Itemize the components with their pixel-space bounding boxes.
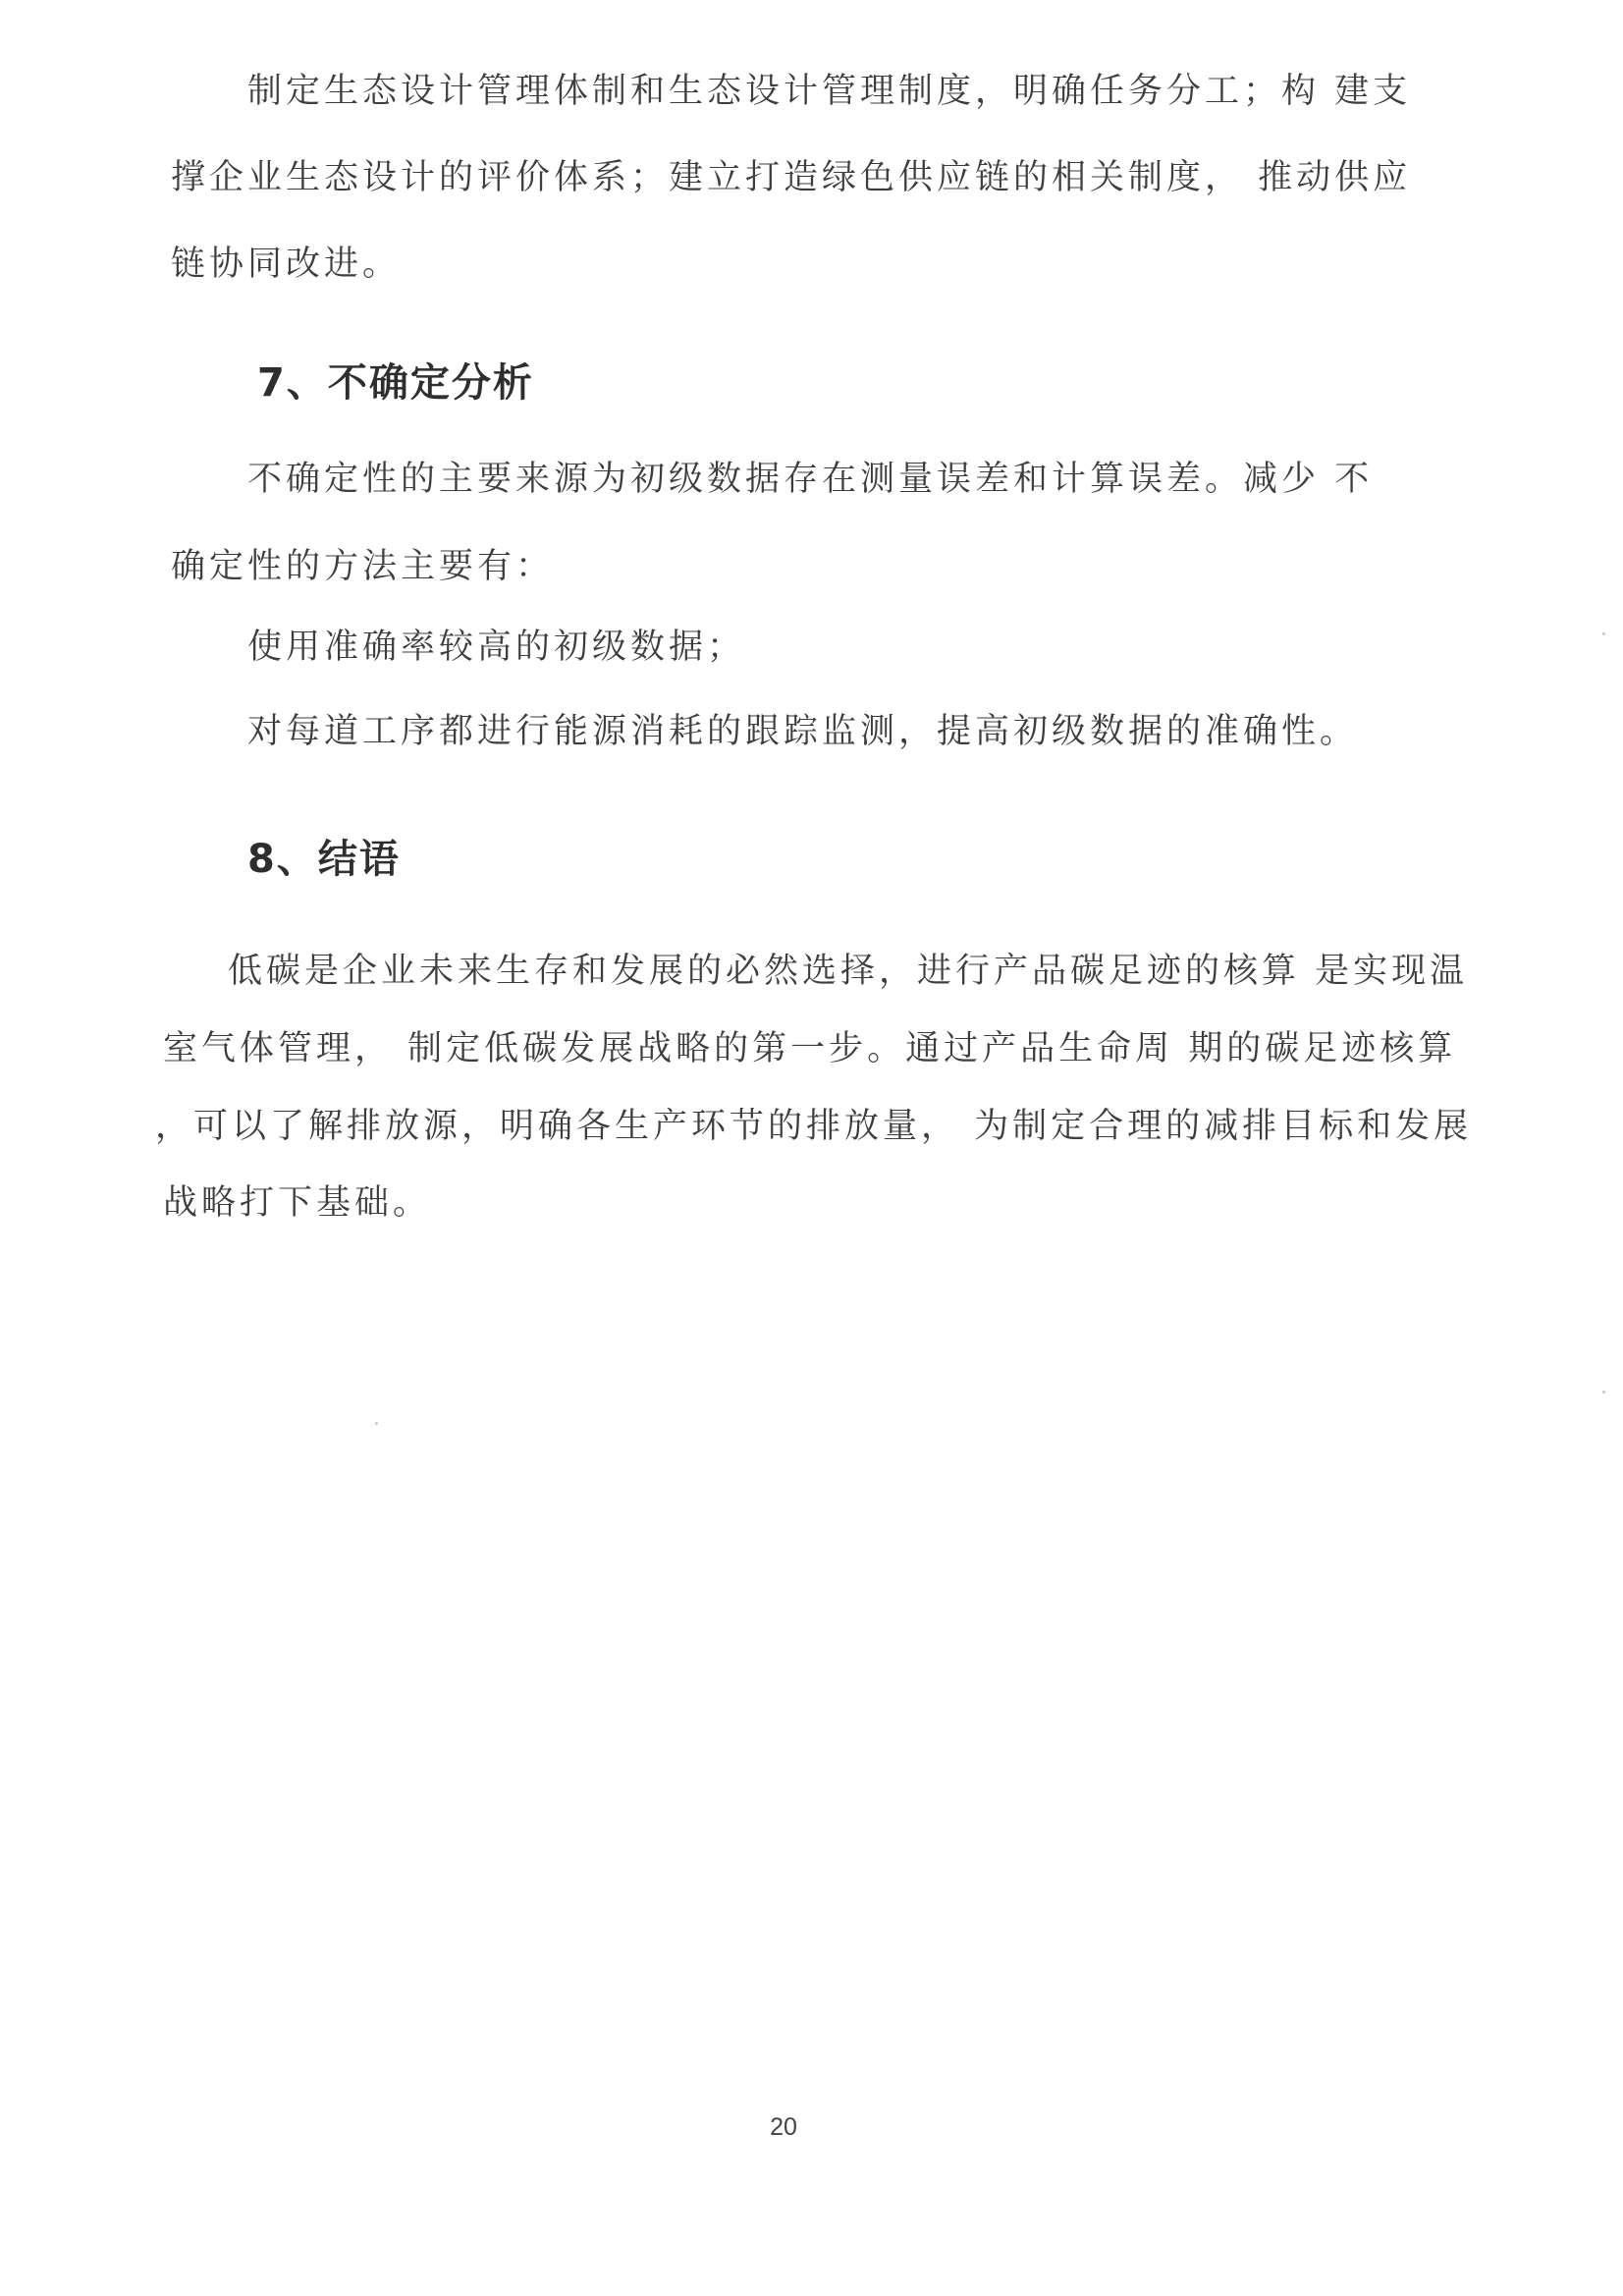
section-8-line-1: 低碳是企业未来生存和发展的必然选择，进行产品碳足迹的核算 是实现温: [228, 952, 1469, 991]
section-7-line-1: 不确定性的主要来源为初级数据存在测量误差和计算误差。减少 不: [247, 460, 1374, 499]
section-8-line-3: ，可以了解排放源，明确各生产环节的排放量， 为制定合理的减排目标和发展: [155, 1107, 1473, 1146]
scan-speck: [1602, 1391, 1605, 1394]
section-7-method-2: 对每道工序都进行能源消耗的跟踪监测，提高初级数据的准确性。: [247, 712, 1359, 751]
section-7-line-2: 确定性的方法主要有：: [171, 547, 555, 586]
section-8-line-4: 战略打下基础。: [163, 1183, 432, 1223]
intro-line-1: 制定生态设计管理体制和生态设计管理制度，明确任务分工；构 建支: [247, 72, 1412, 111]
intro-line-3: 链协同改进。: [171, 245, 402, 284]
scan-speck: [1602, 632, 1605, 635]
section-7-heading: 7、不确定分析: [257, 360, 534, 406]
section-8-heading: 8、结语: [247, 837, 401, 882]
section-7-method-1: 使用准确率较高的初级数据；: [247, 628, 746, 667]
intro-line-2: 撑企业生态设计的评价体系；建立打造绿色供应链的相关制度， 推动供应: [171, 158, 1412, 197]
scan-speck: [375, 1422, 378, 1425]
section-8-line-2: 室气体管理， 制定低碳发展战略的第一步。通过产品生命周 期的碳足迹核算: [163, 1029, 1457, 1068]
page-number: 20: [770, 2113, 797, 2141]
